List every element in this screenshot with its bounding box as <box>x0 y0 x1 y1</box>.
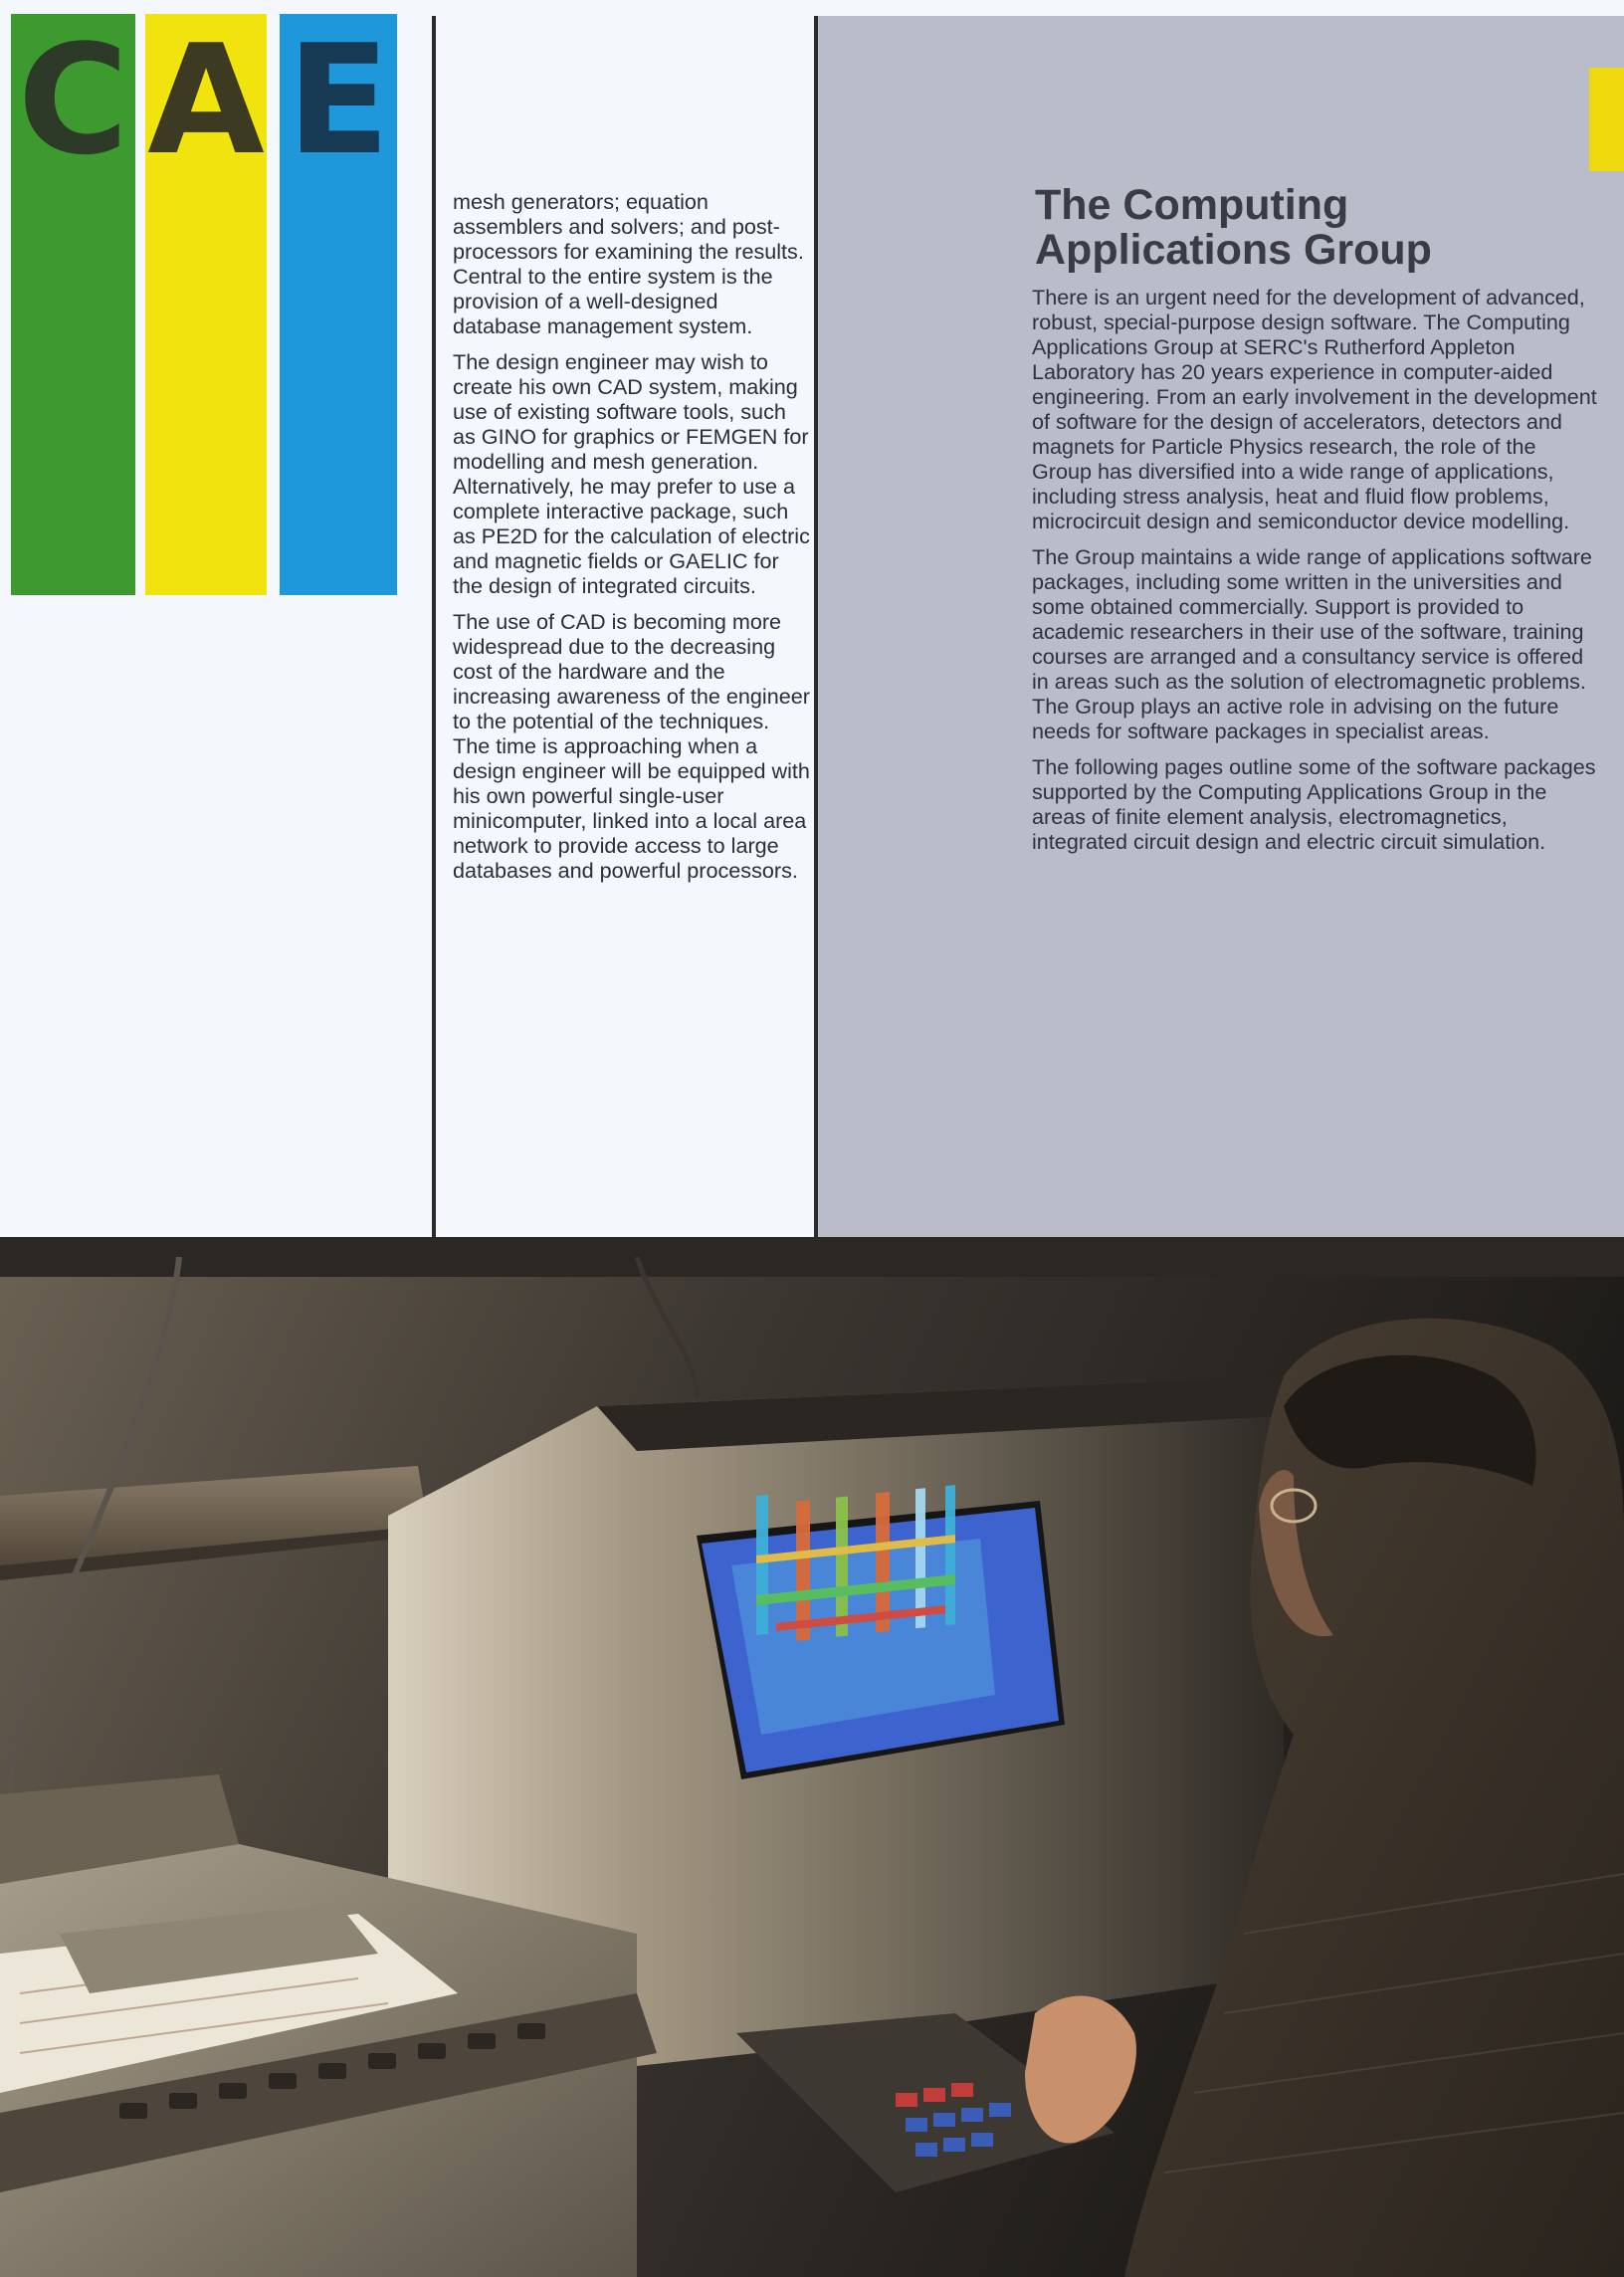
section-heading <box>1035 183 1592 273</box>
column-divider-left <box>432 16 436 1240</box>
logo-bar-a <box>145 14 267 595</box>
logo-bar-c <box>11 14 135 595</box>
heading-line-1: The Computing <box>1035 181 1349 229</box>
left-paragraph-3: The use of CAD is becoming more widespread due to the decreasing cost of the hardware and the increasing awareness of the engineer to the potential of the techniques. The time is approaching when a design engineer will be equipped with his own powerful single-user minicomputer, linked into a local area network to provide access to large databases and powerful processors. <box>453 609 810 883</box>
logo-letter-e: E <box>287 12 390 188</box>
left-paragraph-1: mesh generators; equation assemblers and solvers; and post-processors for examining the results. Central to the entire system is the provision of a well-designed database management system. <box>453 189 804 338</box>
left-text-column <box>453 189 811 894</box>
yellow-tab <box>1589 68 1624 171</box>
left-paragraph-2: The design engineer may wish to create his own CAD system, making use of existing software tools, such as GINO for graphics or FEMGEN for modelling and mesh generation. Alternatively, he may prefer to use a complete interactive package, such as PE2D for the calculation of electric and magnetic fields or GAELIC for the design of integrated circuits. <box>453 349 810 598</box>
heading-line-2: Applications Group <box>1035 226 1432 274</box>
right-paragraph-2: The Group maintains a wide range of applications software packages, including some written in the universities and some obtained commercially. Support is provided to academic researchers in their use of the software, training courses are arranged and a consultancy service is offered in areas such as the solution of electromagnetic problems. The Group plays an active role in advising on the future needs for software packages in specialist areas. <box>1032 544 1592 743</box>
workstation-photo <box>0 1237 1624 2277</box>
logo-letter-a: A <box>147 12 265 188</box>
logo-letter-c: C <box>17 12 129 188</box>
right-paragraph-3: The following pages outline some of the software packages supported by the Computing Applications Group in the areas of finite element analysis, electromagnetics, integrated circuit design and electric circuit simulation. <box>1032 754 1596 854</box>
workstation-photo-illustration <box>0 1237 1624 2277</box>
right-paragraph-1: There is an urgent need for the development of advanced, robust, special-purpose design software. The Computing Applications Group at SERC's Rutherford Appleton Laboratory has 20 years experience in computer-aided engineering. From an early involvement in the development of software for the design of accelerators, detectors and magnets for Particle Physics research, the role of the Group has diversified into a wide range of applications, including stress analysis, heat and fluid flow problems, microcircuit design and semiconductor device modelling. <box>1032 285 1597 533</box>
right-text-column <box>1032 285 1599 865</box>
logo-bar-e <box>280 14 397 595</box>
